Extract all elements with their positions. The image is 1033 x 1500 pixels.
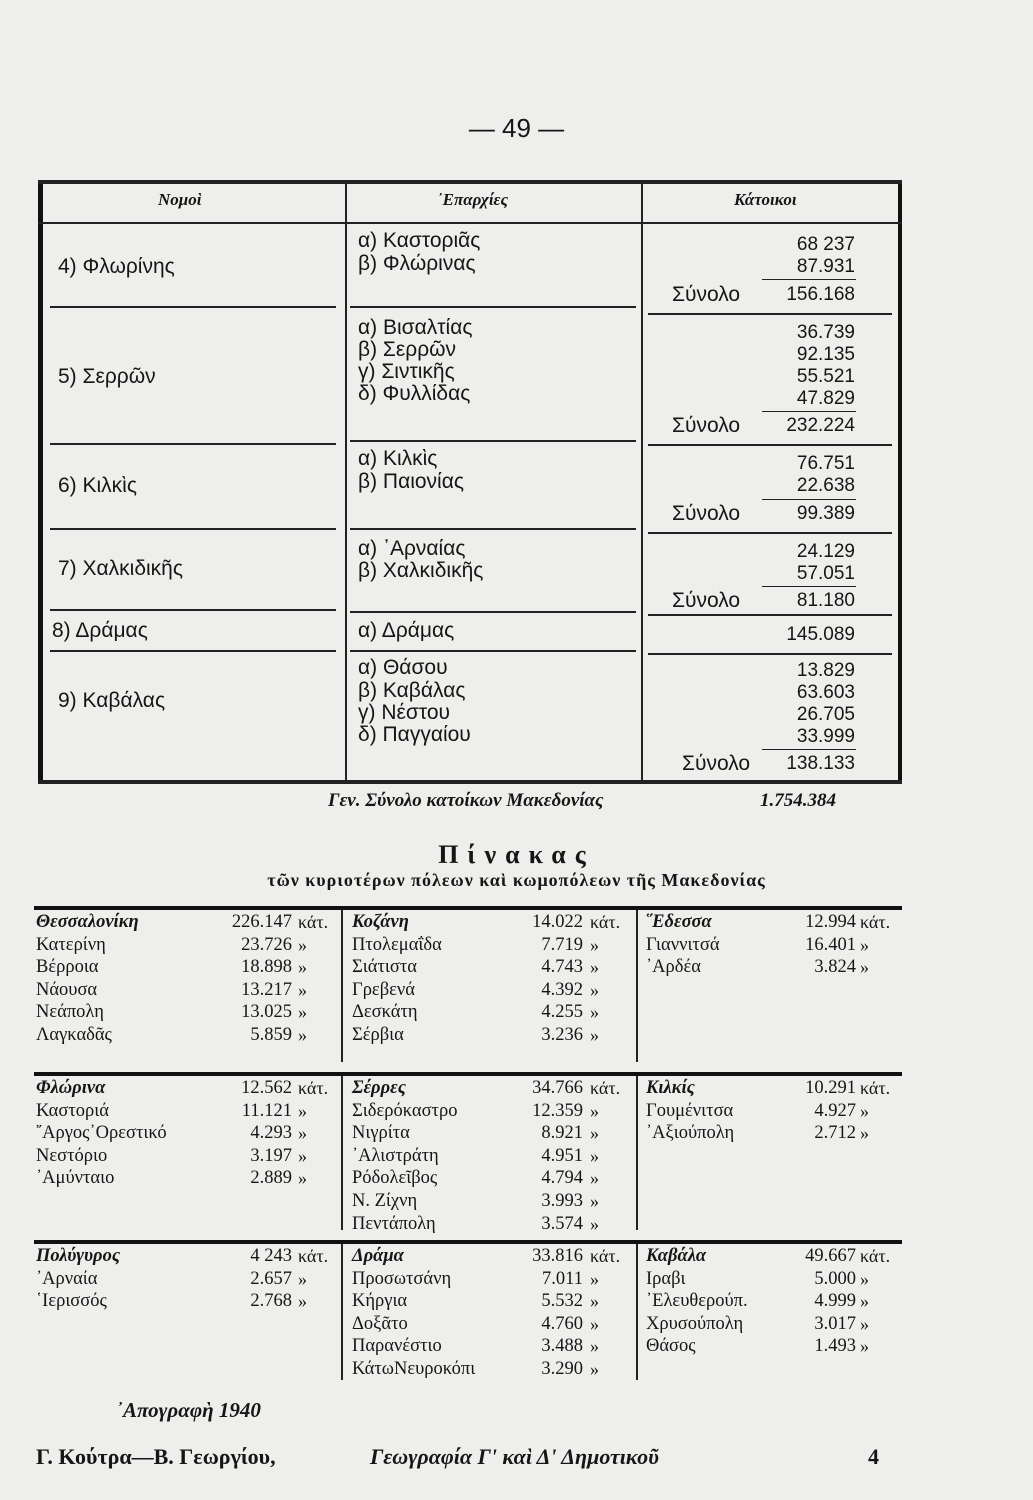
sum-rule bbox=[762, 749, 856, 750]
population-value: 92.135 bbox=[796, 344, 855, 365]
city-population: 2.712 bbox=[814, 1123, 856, 1144]
city-population: 2.768 bbox=[250, 1291, 292, 1312]
eparchia: β) Φλώρινας bbox=[358, 252, 476, 275]
city-population: 14.022 bbox=[532, 912, 583, 932]
ditto-mark: » bbox=[590, 934, 599, 955]
population-value: 145.089 bbox=[786, 624, 855, 645]
ditto-mark: » bbox=[860, 1123, 869, 1144]
ditto-mark: » bbox=[590, 1100, 599, 1121]
city-population: 2.657 bbox=[250, 1268, 292, 1289]
ditto-mark: » bbox=[590, 1313, 599, 1334]
ditto-mark: » bbox=[590, 1336, 599, 1357]
city-population: 7.011 bbox=[542, 1268, 583, 1289]
ditto-mark: » bbox=[298, 1025, 307, 1045]
eparchia: α) Δράμας bbox=[358, 619, 455, 642]
ditto-mark: » bbox=[590, 1002, 599, 1023]
city-name: ᾿Αρναία bbox=[36, 1268, 98, 1289]
row-rule bbox=[50, 443, 336, 445]
unit-label: κάτ. bbox=[860, 912, 891, 932]
city-name: ῾Ιερισσός bbox=[36, 1291, 107, 1312]
ditto-mark: » bbox=[298, 1268, 307, 1289]
ditto-mark: » bbox=[860, 957, 869, 978]
column-divider bbox=[636, 1244, 638, 1380]
table-bottom-rule bbox=[38, 780, 902, 784]
city-population: 49.667 bbox=[805, 1246, 856, 1266]
eparchia: δ) Φυλλίδας bbox=[358, 382, 471, 405]
total-value: 99.389 bbox=[796, 503, 855, 524]
ditto-mark: » bbox=[590, 979, 599, 1000]
unit-label: κάτ. bbox=[590, 1246, 621, 1266]
nomos-name: 4) Φλωρίνης bbox=[58, 255, 175, 278]
population-value: 55.521 bbox=[796, 366, 855, 387]
population-value: 24.129 bbox=[796, 541, 855, 562]
row-rule bbox=[350, 528, 636, 530]
unit-label: κάτ. bbox=[860, 1246, 891, 1266]
unit-label: κάτ. bbox=[298, 912, 329, 932]
city-name: Θάσος bbox=[646, 1336, 696, 1357]
city-population: 3.488 bbox=[541, 1336, 583, 1357]
unit-label: κάτ. bbox=[298, 1246, 329, 1266]
city-name-heading: Κοζάνη bbox=[352, 912, 409, 932]
ditto-mark: » bbox=[298, 1100, 307, 1121]
ditto-mark: » bbox=[860, 1291, 869, 1312]
unit-label: κάτ. bbox=[590, 1078, 621, 1098]
population-value: 76.751 bbox=[796, 453, 855, 474]
sum-rule bbox=[762, 499, 856, 500]
nomos-name: 5) Σερρῶν bbox=[58, 365, 156, 388]
ditto-mark: » bbox=[590, 1025, 599, 1045]
row-rule bbox=[350, 306, 636, 308]
ditto-mark: » bbox=[590, 1268, 599, 1289]
eparchia: α) Κιλκὶς bbox=[358, 447, 438, 470]
row-rule bbox=[648, 614, 892, 616]
city-population: 12.562 bbox=[241, 1078, 292, 1098]
total-label: Σύνολο bbox=[682, 752, 751, 775]
ditto-mark: » bbox=[298, 979, 307, 1000]
unit-label: κάτ. bbox=[860, 1078, 891, 1098]
city-name: Νεάπολη bbox=[36, 1002, 104, 1023]
city-population: 4.951 bbox=[541, 1145, 583, 1166]
city-population: 5.859 bbox=[250, 1025, 292, 1045]
city-population: 1.493 bbox=[814, 1336, 856, 1357]
city-population: 3.993 bbox=[541, 1191, 583, 1211]
ditto-mark: » bbox=[590, 957, 599, 978]
city-population: 12.994 bbox=[805, 912, 856, 932]
city-population: 4.927 bbox=[814, 1100, 856, 1121]
city-name: Δεσκάτη bbox=[352, 1002, 418, 1023]
city-name: Χρυσούπολη bbox=[646, 1313, 744, 1334]
ditto-mark: » bbox=[860, 1268, 869, 1289]
city-population: 7.719 bbox=[541, 934, 583, 955]
city-population: 11.121 bbox=[241, 1100, 292, 1121]
city-population: 12.359 bbox=[532, 1100, 583, 1121]
column-divider bbox=[341, 1244, 343, 1380]
city-name: Πεντάπολη bbox=[352, 1213, 436, 1234]
population-value: 87.931 bbox=[796, 256, 855, 277]
city-name: ᾿Αξιούπολη bbox=[646, 1123, 735, 1144]
eparchia: γ) Νέστου bbox=[358, 701, 450, 724]
row-rule bbox=[50, 650, 336, 652]
city-name: Σιδερόκαστρο bbox=[352, 1100, 458, 1121]
city-population: 4.392 bbox=[541, 979, 583, 1000]
city-name: Σιάτιστα bbox=[352, 957, 417, 978]
population-value: 22.638 bbox=[796, 475, 855, 496]
ditto-mark: » bbox=[590, 1145, 599, 1166]
population-value: 13.829 bbox=[796, 660, 855, 681]
city-name: Κατερίνη bbox=[36, 934, 106, 955]
city-name: Ν. Ζίχνη bbox=[352, 1191, 418, 1211]
row-rule bbox=[350, 440, 636, 442]
eparchia: α) ᾿Αρναίας bbox=[358, 537, 466, 560]
city-population: 4.293 bbox=[250, 1123, 292, 1144]
city-population: 23.726 bbox=[241, 934, 292, 955]
city-name-heading: Δράμα bbox=[352, 1246, 404, 1266]
cities-title: Πίνακας bbox=[438, 840, 595, 869]
row-rule bbox=[350, 650, 636, 652]
ditto-mark: » bbox=[298, 1291, 307, 1312]
header-eparchies: ᾿Επαρχίες bbox=[437, 190, 509, 209]
total-value: 81.180 bbox=[796, 590, 855, 611]
population-value: 63.603 bbox=[796, 682, 855, 703]
city-name: Ρόδολεῖβος bbox=[352, 1168, 438, 1189]
city-name: Γρεβενά bbox=[352, 979, 415, 1000]
city-population: 3.236 bbox=[541, 1025, 583, 1045]
city-name: ῎Αργος᾿Ορεστικό bbox=[36, 1123, 167, 1144]
city-population: 4.999 bbox=[814, 1291, 856, 1312]
table-col-divider bbox=[345, 184, 347, 780]
city-population: 3.290 bbox=[541, 1359, 583, 1379]
ditto-mark: » bbox=[860, 1313, 869, 1334]
header-nomoi: Νομοὶ bbox=[158, 190, 202, 209]
city-name: Δοξᾶτο bbox=[352, 1313, 408, 1334]
ditto-mark: » bbox=[590, 1191, 599, 1211]
population-value: 36.739 bbox=[796, 322, 855, 343]
population-value: 47.829 bbox=[796, 388, 855, 409]
city-name: Παρανέστιο bbox=[352, 1336, 442, 1357]
city-name: Γουμένιτσα bbox=[646, 1100, 734, 1121]
city-name: ΚάτωΝευροκόπι bbox=[352, 1359, 476, 1379]
footer-sheet-number: 4 bbox=[868, 1444, 879, 1469]
footer-book-title bbox=[370, 1444, 659, 1470]
table-col-divider bbox=[641, 184, 643, 780]
total-label: Σύνολο bbox=[672, 502, 741, 525]
row-rule bbox=[50, 528, 336, 530]
sum-rule bbox=[762, 586, 856, 587]
city-population: 18.898 bbox=[241, 957, 292, 978]
city-name: Λαγκαδᾶς bbox=[36, 1025, 112, 1045]
nomos-name: 7) Χαλκιδικῆς bbox=[58, 557, 183, 580]
row-rule bbox=[50, 306, 336, 308]
column-divider bbox=[341, 910, 343, 1062]
city-name: ᾿Αμύνταιο bbox=[36, 1168, 115, 1189]
city-name-heading: Θεσσαλονίκη bbox=[36, 912, 139, 932]
sum-rule bbox=[762, 279, 856, 280]
eparchia: α) Θάσου bbox=[358, 656, 448, 679]
ditto-mark: » bbox=[590, 1123, 599, 1144]
ditto-mark: » bbox=[298, 1123, 307, 1144]
city-population: 5.532 bbox=[541, 1291, 583, 1312]
nomos-name: 6) Κιλκὶς bbox=[58, 474, 137, 497]
footer-authors: Γ. Κούτρα—Β. Γεωργίου, bbox=[36, 1444, 276, 1469]
city-population: 3.017 bbox=[814, 1313, 856, 1334]
eparchia: β) Παιονίας bbox=[358, 470, 464, 493]
city-name-heading: Σέρρες bbox=[352, 1078, 406, 1098]
total-label: Σύνολο bbox=[672, 414, 741, 437]
city-name: Ιραβι bbox=[646, 1268, 686, 1289]
city-population: 226.147 bbox=[231, 912, 292, 932]
eparchia: α) Καστοριᾶς bbox=[358, 229, 481, 252]
footer-book-title-text: Γεωγραφία Γ' καὶ Δ' Δημοτικοῦ bbox=[370, 1444, 659, 1469]
city-name: Σέρβια bbox=[352, 1025, 404, 1045]
city-name: Καστοριά bbox=[36, 1100, 109, 1121]
city-name: ᾿Αλιστράτη bbox=[352, 1145, 439, 1166]
city-population: 13.217 bbox=[241, 979, 292, 1000]
total-label: Σύνολο bbox=[672, 589, 741, 612]
ditto-mark: » bbox=[298, 1168, 307, 1189]
ditto-mark: » bbox=[298, 1145, 307, 1166]
total-label: Σύνολο bbox=[672, 283, 741, 306]
ditto-mark: » bbox=[298, 1002, 307, 1023]
group-rule bbox=[34, 906, 902, 910]
city-population: 33.816 bbox=[532, 1246, 583, 1266]
city-population: 3.824 bbox=[814, 957, 856, 978]
eparchia: β) Σερρῶν bbox=[358, 338, 457, 361]
unit-label: κάτ. bbox=[590, 912, 621, 932]
city-name-heading: ῞Εδεσσα bbox=[646, 912, 712, 932]
city-name-heading: Πολύγυρος bbox=[36, 1246, 121, 1266]
eparchia: β) Χαλκιδικῆς bbox=[358, 559, 484, 582]
city-population: 5.000 bbox=[814, 1268, 856, 1289]
ditto-mark: » bbox=[590, 1359, 599, 1379]
city-population: 13.025 bbox=[241, 1002, 292, 1023]
ditto-mark: » bbox=[298, 957, 307, 978]
table-header-rule bbox=[38, 222, 902, 224]
total-value: 138.133 bbox=[786, 753, 855, 774]
population-value: 26.705 bbox=[796, 704, 855, 725]
city-name-heading: Καβάλα bbox=[646, 1246, 707, 1266]
population-value: 33.999 bbox=[796, 726, 855, 747]
city-name: Νιγρίτα bbox=[352, 1123, 410, 1144]
city-name: Νάουσα bbox=[36, 979, 98, 1000]
city-population: 8.921 bbox=[541, 1123, 583, 1144]
eparchia: β) Καβάλας bbox=[358, 679, 466, 702]
ditto-mark: » bbox=[860, 1336, 869, 1357]
nomos-name: 8) Δράμας bbox=[52, 619, 148, 642]
row-rule bbox=[648, 444, 892, 446]
group-rule bbox=[34, 1072, 902, 1076]
city-name: Κήργια bbox=[352, 1291, 408, 1312]
total-value: 232.224 bbox=[786, 415, 855, 436]
ditto-mark: » bbox=[590, 1213, 599, 1234]
row-rule bbox=[648, 313, 892, 315]
city-name: Προσωτσάνη bbox=[352, 1268, 452, 1289]
row-rule bbox=[350, 611, 636, 613]
ditto-mark: » bbox=[860, 1100, 869, 1121]
ditto-mark: » bbox=[860, 934, 869, 955]
header-katoikoi: Κάτοικοι bbox=[734, 190, 797, 209]
row-rule bbox=[648, 532, 892, 534]
city-population: 4.255 bbox=[541, 1002, 583, 1023]
ditto-mark: » bbox=[590, 1291, 599, 1312]
group-rule bbox=[34, 1240, 902, 1244]
grand-total-value: 1.754.384 bbox=[760, 790, 836, 811]
census-note: ᾿Απογραφὴ 1940 bbox=[116, 1398, 261, 1422]
city-population: 16.401 bbox=[805, 934, 856, 955]
city-population: 4.760 bbox=[541, 1313, 583, 1334]
city-population: 4.794 bbox=[541, 1168, 583, 1189]
city-population: 3.197 bbox=[250, 1145, 292, 1166]
column-divider bbox=[636, 910, 638, 1062]
city-name: Γιαννιτσά bbox=[646, 934, 720, 955]
column-divider bbox=[636, 1076, 638, 1230]
city-population: 34.766 bbox=[532, 1078, 583, 1098]
city-name: Βέρροια bbox=[36, 957, 99, 978]
eparchia: α) Βισαλτίας bbox=[358, 316, 473, 339]
population-value: 68 237 bbox=[796, 234, 855, 255]
table-top-rule bbox=[38, 180, 902, 184]
city-name-heading: Κιλκίς bbox=[646, 1078, 695, 1098]
eparchia: γ) Σιντικῆς bbox=[358, 360, 455, 383]
city-population: 3.574 bbox=[541, 1213, 583, 1234]
city-population: 2.889 bbox=[250, 1168, 292, 1189]
city-name-heading: Φλώρινα bbox=[36, 1078, 106, 1098]
column-divider bbox=[341, 1076, 343, 1230]
total-value: 156.168 bbox=[786, 284, 855, 305]
population-value: 57.051 bbox=[796, 563, 855, 584]
nomos-name: 9) Καβάλας bbox=[58, 689, 166, 712]
row-rule bbox=[50, 609, 336, 611]
cities-subtitle: τῶν κυριοτέρων πόλεων καὶ κωμοπόλεων τῆς Μακεδονίας bbox=[267, 870, 766, 890]
row-rule bbox=[648, 653, 892, 655]
city-name: Πτολεμαΐδα bbox=[352, 934, 442, 955]
city-population: 10.291 bbox=[805, 1078, 856, 1098]
city-population: 4 243 bbox=[250, 1246, 292, 1266]
city-name: ᾿Αρδέα bbox=[646, 957, 701, 978]
eparchia: δ) Παγγαίου bbox=[358, 723, 471, 746]
grand-total-label: Γεν. Σύνολο κατοίκων Μακεδονίας bbox=[328, 790, 604, 811]
city-name: ᾿Ελευθερούπ. bbox=[646, 1291, 748, 1312]
page-number: — 49 — bbox=[468, 113, 565, 143]
sum-rule bbox=[762, 411, 856, 412]
ditto-mark: » bbox=[590, 1168, 599, 1189]
city-name: Νεστόριο bbox=[36, 1145, 108, 1166]
unit-label: κάτ. bbox=[298, 1078, 329, 1098]
city-population: 4.743 bbox=[541, 957, 583, 978]
ditto-mark: » bbox=[298, 934, 307, 955]
